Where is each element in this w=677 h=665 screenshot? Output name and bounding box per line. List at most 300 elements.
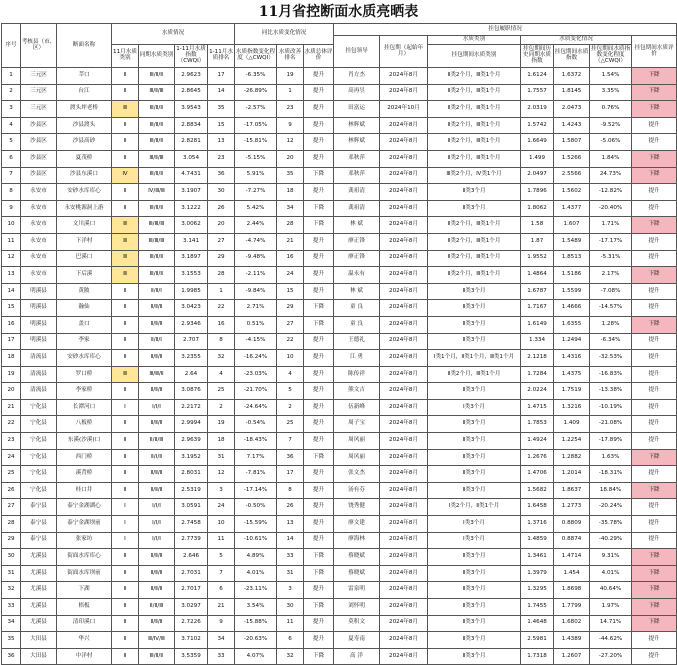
cell-hist-cwqi: 1.4864	[521, 267, 554, 284]
cell-seq: 17	[2, 333, 21, 350]
cell-cwqi-change: -2.11%	[235, 267, 277, 284]
cell-county-eval: 提升	[304, 117, 334, 134]
cell-cwqi: 2.8031	[175, 466, 208, 483]
cell-county: 尤溪县	[21, 582, 57, 599]
cell-period-class: Ⅱ类3个月	[428, 582, 521, 599]
cell-county: 永安市	[21, 233, 57, 250]
cell-cwqi: 3.141	[175, 233, 208, 250]
cell-period-cwqi: 1.5266	[554, 150, 590, 167]
cell-improve-rank: 26	[277, 499, 304, 516]
cell-county-eval: 下降	[304, 316, 334, 333]
group-duty: 挂包履职情况	[334, 24, 677, 36]
cell-section: 张家坊	[57, 532, 112, 549]
group-sub-change: 水质变化情况	[521, 36, 632, 45]
cell-rank: 14	[208, 84, 235, 101]
cell-county: 尤溪县	[21, 599, 57, 616]
cell-period-class: Ⅱ类3个月	[428, 283, 521, 300]
cell-period: 2024年8月	[380, 433, 428, 450]
cell-same-period-class: Ⅱ/Ⅱ/Ⅱ	[139, 416, 175, 433]
cell-period-cwqi: 1.4389	[554, 632, 590, 649]
cell-county-eval: 提升	[304, 250, 334, 267]
cell-period: 2024年8月	[380, 283, 428, 300]
cell-period-change: -35.78%	[590, 516, 632, 533]
cell-improve-rank: 11	[277, 615, 304, 632]
cell-cwqi-change: 4.07%	[235, 648, 277, 665]
cell-period-change: -20.24%	[590, 499, 632, 516]
cell-period-class: Ⅰ类3个月	[428, 532, 521, 549]
cell-period-cwqi: 1.5186	[554, 267, 590, 284]
cell-same-period-class: Ⅱ/Ⅱ/Ⅱ	[139, 466, 175, 483]
table-row	[2, 283, 677, 300]
cell-cwqi: 3.0297	[175, 599, 208, 616]
table-row	[2, 117, 677, 134]
cell-hist-cwqi: 1.7455	[521, 599, 554, 616]
cell-seq: 12	[2, 250, 21, 267]
cell-seq: 25	[2, 466, 21, 483]
table-body	[2, 68, 677, 665]
cell-county-eval: 提升	[304, 267, 334, 284]
cell-leader: 蔡晓斌	[334, 565, 380, 582]
cell-hist-cwqi: 1.7896	[521, 184, 554, 201]
cell-improve-rank: 14	[277, 532, 304, 549]
cell-improve-rank: 33	[277, 549, 304, 566]
cell-hist-cwqi: 1.7167	[521, 300, 554, 317]
cell-section: 下后溪	[57, 267, 112, 284]
cell-seq: 33	[2, 599, 21, 616]
cell-eval: 提升	[632, 632, 677, 649]
cell-period-change: -14.57%	[590, 300, 632, 317]
cell-county: 沙县区	[21, 150, 57, 167]
cell-period-change: -10.19%	[590, 399, 632, 416]
cell-county: 永安市	[21, 217, 57, 234]
cell-period: 2024年8月	[380, 300, 428, 317]
cell-eval: 下降	[632, 316, 677, 333]
cell-nov-class: Ⅱ	[112, 599, 139, 616]
cell-county-eval: 提升	[304, 68, 334, 85]
cell-hist-cwqi: 1.4859	[521, 532, 554, 549]
cell-section: 罗口桥	[57, 366, 112, 383]
cell-period-class: Ⅱ类3个月	[428, 615, 521, 632]
cell-county-eval: 下降	[304, 167, 334, 184]
cell-improve-rank: 23	[277, 101, 304, 118]
cell-eval: 提升	[632, 233, 677, 250]
cell-improve-rank: 29	[277, 300, 304, 317]
cell-cwqi-change: -7.27%	[235, 184, 277, 201]
cell-period-class: Ⅰ类3个月	[428, 516, 521, 533]
cell-seq: 8	[2, 184, 21, 201]
table-row	[2, 350, 677, 367]
cell-eval: 提升	[632, 184, 677, 201]
cell-hist-cwqi: 1.58	[521, 217, 554, 234]
cell-period-change: 24.73%	[590, 167, 632, 184]
cell-nov-class: Ⅰ	[112, 499, 139, 516]
cell-improve-rank: 7	[277, 433, 304, 450]
cell-section: 莘口	[57, 68, 112, 85]
cell-eval: 提升	[632, 300, 677, 317]
cell-improve-rank: 16	[277, 250, 304, 267]
cell-period-change: -32.53%	[590, 350, 632, 367]
cell-cwqi-change: -17.05%	[235, 117, 277, 134]
cell-county: 明溪县	[21, 316, 57, 333]
table-row	[2, 134, 677, 151]
cell-leader: 童 良	[334, 300, 380, 317]
cell-seq: 34	[2, 615, 21, 632]
cell-county-eval: 下降	[304, 217, 334, 234]
cell-cwqi: 3.2355	[175, 350, 208, 367]
cell-nov-class: Ⅰ	[112, 516, 139, 533]
cell-leader: 莫积文	[334, 615, 380, 632]
cell-nov-class: Ⅱ	[112, 466, 139, 483]
cell-leader: 廖正锋	[334, 250, 380, 267]
cell-period-change: -44.62%	[590, 632, 632, 649]
cell-cwqi: 2.7458	[175, 516, 208, 533]
cell-period-change: 18.84%	[590, 482, 632, 499]
cell-rank: 22	[208, 300, 235, 317]
cell-county-eval: 提升	[304, 433, 334, 450]
cell-nov-class: Ⅳ	[112, 167, 139, 184]
cell-same-period-class: Ⅱ/Ⅰ/Ⅱ	[139, 449, 175, 466]
cell-county: 永安市	[21, 200, 57, 217]
cell-period-cwqi: 1.4375	[554, 366, 590, 383]
cell-cwqi-change: -2.57%	[235, 101, 277, 118]
cell-period-cwqi: 1.454	[554, 565, 590, 582]
cell-leader: 雷泉明	[334, 582, 380, 599]
cell-section: 长潭河口	[57, 399, 112, 416]
cell-period-class: Ⅱ类2个月，Ⅲ类1个月	[428, 134, 521, 151]
table-row	[2, 217, 677, 234]
cell-seq: 1	[2, 68, 21, 85]
table-row	[2, 101, 677, 118]
cell-hist-cwqi: 1.4706	[521, 466, 554, 483]
cell-eval: 下降	[632, 101, 677, 118]
cell-county-eval: 提升	[304, 615, 334, 632]
cell-period-change: -5.06%	[590, 134, 632, 151]
cell-nov-class: Ⅱ	[112, 184, 139, 201]
cell-leader: 龚祖清	[334, 184, 380, 201]
cell-eval: 提升	[632, 433, 677, 450]
cell-cwqi-change: 5.42%	[235, 200, 277, 217]
cell-period-cwqi: 1.7519	[554, 383, 590, 400]
cell-county: 泰宁县	[21, 516, 57, 533]
col-period-change: 挂包期间水质指数变化程度（△CWQI）	[590, 45, 632, 68]
cell-hist-cwqi: 1.8062	[521, 200, 554, 217]
cell-eval: 下降	[632, 599, 677, 616]
cell-nov-class: Ⅲ	[112, 267, 139, 284]
cell-same-period-class: Ⅳ/Ⅲ/Ⅲ	[139, 184, 175, 201]
cell-period-change: 4.01%	[590, 565, 632, 582]
cell-seq: 15	[2, 300, 21, 317]
cell-county: 永安市	[21, 184, 57, 201]
cell-period-change: -16.83%	[590, 366, 632, 383]
cell-county-eval: 提升	[304, 632, 334, 649]
cell-seq: 16	[2, 316, 21, 333]
cell-period-class: Ⅱ类3个月	[428, 449, 521, 466]
group-sub-class: 水质类别	[428, 36, 521, 45]
cell-period-class: Ⅱ类3个月	[428, 433, 521, 450]
cell-county: 大田县	[21, 632, 57, 649]
cell-rank: 21	[208, 599, 235, 616]
cell-county: 尤溪县	[21, 549, 57, 566]
table-row	[2, 499, 677, 516]
cell-cwqi-change: -10.61%	[235, 532, 277, 549]
cell-same-period-class: Ⅲ/Ⅱ/Ⅱ	[139, 68, 175, 85]
cell-hist-cwqi: 2.0319	[521, 101, 554, 118]
cell-improve-rank: 32	[277, 648, 304, 665]
cell-rank: 9	[208, 615, 235, 632]
cell-cwqi-change: -15.88%	[235, 615, 277, 632]
cell-county: 大田县	[21, 648, 57, 665]
cell-cwqi: 4.7431	[175, 167, 208, 184]
cell-county: 永安市	[21, 250, 57, 267]
cell-county-eval: 下降	[304, 300, 334, 317]
cell-period-change: -9.52%	[590, 117, 632, 134]
cell-seq: 4	[2, 117, 21, 134]
cell-same-period-class: Ⅲ/Ⅱ/Ⅱ	[139, 200, 175, 217]
cell-period-cwqi: 1.6355	[554, 316, 590, 333]
cell-nov-class: Ⅱ	[112, 632, 139, 649]
cell-rank: 36	[208, 167, 235, 184]
cell-nov-class: Ⅲ	[112, 250, 139, 267]
cell-improve-rank: 18	[277, 184, 304, 201]
cell-cwqi: 2.5319	[175, 482, 208, 499]
cell-period: 2024年10月	[380, 101, 428, 118]
cell-section: 台江	[57, 84, 112, 101]
cell-section: 黄陂	[57, 283, 112, 300]
cell-section: 泰宁金湖坝前	[57, 516, 112, 533]
cell-leader: 刘怀明	[334, 599, 380, 616]
cell-period-cwqi: 1.2254	[554, 433, 590, 450]
cell-period-cwqi: 1.8637	[554, 482, 590, 499]
cell-cwqi-change: -0.50%	[235, 499, 277, 516]
col-section: 断面名称	[57, 24, 112, 68]
cell-period: 2024年8月	[380, 499, 428, 516]
table-row	[2, 333, 677, 350]
cell-period: 2024年8月	[380, 482, 428, 499]
cell-period-cwqi: 1.8513	[554, 250, 590, 267]
cell-period-class: Ⅱ类2个月，Ⅲ类1个月	[428, 233, 521, 250]
cell-cwqi-change: 7.17%	[235, 449, 277, 466]
cell-cwqi: 3.1222	[175, 200, 208, 217]
cell-hist-cwqi: 1.5682	[521, 482, 554, 499]
cell-same-period-class: Ⅲ/Ⅲ/Ⅲ	[139, 217, 175, 234]
cell-period-class: Ⅱ类2个月，Ⅲ类1个月	[428, 217, 521, 234]
cell-county-eval: 下降	[304, 648, 334, 665]
cell-improve-rank: 5	[277, 383, 304, 400]
cell-nov-class: Ⅱ	[112, 150, 139, 167]
cell-eval: 下降	[632, 150, 677, 167]
cell-leader: 高 洋	[334, 648, 380, 665]
table-row	[2, 648, 677, 665]
cell-period: 2024年8月	[380, 68, 428, 85]
cell-leader: 伍新峰	[334, 399, 380, 416]
table-row	[2, 549, 677, 566]
cell-period-change: -40.29%	[590, 532, 632, 549]
cell-nov-class: Ⅲ	[112, 233, 139, 250]
cell-rank: 17	[208, 68, 235, 85]
cell-section: 下湖	[57, 582, 112, 599]
cell-cwqi: 3.7102	[175, 632, 208, 649]
cell-rank: 33	[208, 648, 235, 665]
cell-period: 2024年8月	[380, 350, 428, 367]
cell-improve-rank: 6	[277, 632, 304, 649]
cell-leader: 邓秋萍	[334, 150, 380, 167]
cell-hist-cwqi: 1.6149	[521, 316, 554, 333]
cell-nov-class: Ⅱ	[112, 582, 139, 599]
cell-same-period-class: Ⅱ/Ⅱ/Ⅱ	[139, 565, 175, 582]
cell-nov-class: Ⅱ	[112, 283, 139, 300]
cell-period-change: 0.76%	[590, 101, 632, 118]
cell-rank: 20	[208, 217, 235, 234]
table-row	[2, 167, 677, 184]
cell-seq: 27	[2, 499, 21, 516]
cell-county-eval: 提升	[304, 150, 334, 167]
cell-eval: 下降	[632, 167, 677, 184]
cell-period-cwqi: 1.4714	[554, 549, 590, 566]
cell-county-eval: 提升	[304, 516, 334, 533]
table-row	[2, 615, 677, 632]
table-row	[2, 84, 677, 101]
cell-period-cwqi: 2.5566	[554, 167, 590, 184]
cell-cwqi: 2.9639	[175, 433, 208, 450]
cell-county: 宁化县	[21, 399, 57, 416]
cell-seq: 20	[2, 383, 21, 400]
cell-section: 夏茂桥	[57, 150, 112, 167]
cell-seq: 10	[2, 217, 21, 234]
cell-period-cwqi: 1.6802	[554, 615, 590, 632]
cell-leader: 张文杰	[334, 466, 380, 483]
cell-cwqi: 2.9994	[175, 416, 208, 433]
table-row	[2, 68, 677, 85]
cell-period: 2024年8月	[380, 648, 428, 665]
cell-period: 2024年8月	[380, 217, 428, 234]
cell-seq: 26	[2, 482, 21, 499]
cell-hist-cwqi: 1.6124	[521, 68, 554, 85]
cell-period-class: Ⅱ类3个月	[428, 333, 521, 350]
cell-period-class: Ⅱ类2个月，Ⅲ类1个月	[428, 68, 521, 85]
cell-improve-rank: 24	[277, 267, 304, 284]
cell-seq: 22	[2, 416, 21, 433]
cell-seq: 35	[2, 632, 21, 649]
cell-county-eval: 提升	[304, 283, 334, 300]
cell-period: 2024年8月	[380, 250, 428, 267]
cell-same-period-class: Ⅲ/Ⅳ/Ⅲ	[139, 632, 175, 649]
cell-cwqi: 2.8281	[175, 134, 208, 151]
col-nov-class: 11月水质类别	[112, 45, 139, 68]
cell-section: 沙县高砂	[57, 134, 112, 151]
cell-cwqi: 2.646	[175, 549, 208, 566]
cell-county-eval: 提升	[304, 84, 334, 101]
cell-period: 2024年8月	[380, 167, 428, 184]
table-row	[2, 316, 677, 333]
cell-leader: 蔡晓斌	[334, 549, 380, 566]
cell-period: 2024年8月	[380, 399, 428, 416]
cell-hist-cwqi: 1.6458	[521, 499, 554, 516]
cell-leader: 周子宝	[334, 416, 380, 433]
cell-period: 2024年8月	[380, 532, 428, 549]
table-row	[2, 200, 677, 217]
cell-improve-rank: 21	[277, 233, 304, 250]
col-cwqi-change: 水质指数变化程度（△CWQI）	[235, 45, 277, 68]
cell-leader: 廖海林	[334, 532, 380, 549]
cell-period-cwqi: 1.2607	[554, 648, 590, 665]
cell-improve-rank: 3	[277, 582, 304, 599]
cell-cwqi: 2.7031	[175, 565, 208, 582]
cell-rank: 29	[208, 250, 235, 267]
cell-rank: 34	[208, 632, 235, 649]
cell-period-class: Ⅰ类1个月，Ⅱ类1个月，Ⅲ类1个月	[428, 350, 521, 367]
cell-cwqi: 3.054	[175, 150, 208, 167]
cell-rank: 18	[208, 433, 235, 450]
cell-leader: 周风丽	[334, 449, 380, 466]
cell-period-cwqi: 1.2773	[554, 499, 590, 516]
cell-hist-cwqi: 1.2676	[521, 449, 554, 466]
cell-improve-rank: 31	[277, 565, 304, 582]
cell-section: 安砂水库库心	[57, 350, 112, 367]
cell-county: 明溪县	[21, 283, 57, 300]
cell-cwqi-change: -5.15%	[235, 150, 277, 167]
cell-improve-rank: 20	[277, 150, 304, 167]
cell-county: 三元区	[21, 101, 57, 118]
cell-period-cwqi: 1.607	[554, 217, 590, 234]
cell-seq: 24	[2, 449, 21, 466]
cell-hist-cwqi: 1.3461	[521, 549, 554, 566]
cell-leader: 林 斌	[334, 217, 380, 234]
cell-improve-rank: 9	[277, 117, 304, 134]
cell-rank: 16	[208, 316, 235, 333]
cell-county: 尤溪县	[21, 565, 57, 582]
cell-period-class: Ⅱ类3个月	[428, 466, 521, 483]
cell-period-cwqi: 0.8809	[554, 516, 590, 533]
cell-period-cwqi: 1.5602	[554, 184, 590, 201]
cell-cwqi: 2.7017	[175, 582, 208, 599]
cell-section: 永安桃源洞上游	[57, 200, 112, 217]
cell-county-eval: 提升	[304, 233, 334, 250]
cell-nov-class: Ⅱ	[112, 383, 139, 400]
cell-seq: 3	[2, 101, 21, 118]
cell-same-period-class: Ⅲ/Ⅱ/Ⅱ	[139, 167, 175, 184]
cell-county: 明溪县	[21, 333, 57, 350]
cell-county-eval: 下降	[304, 599, 334, 616]
cell-leader: 龚祖清	[334, 200, 380, 217]
cell-leader: 陈传祥	[334, 366, 380, 383]
table-header	[2, 24, 677, 68]
cell-period-class: Ⅱ类3个月	[428, 549, 521, 566]
cell-cwqi-change: -4.15%	[235, 333, 277, 350]
cell-county: 沙县区	[21, 117, 57, 134]
table-row	[2, 632, 677, 649]
cell-seq: 23	[2, 433, 21, 450]
cell-rank: 27	[208, 233, 235, 250]
cell-rank: 6	[208, 582, 235, 599]
cell-eval: 下降	[632, 84, 677, 101]
cell-period-change: -27.20%	[590, 648, 632, 665]
cell-period-class: Ⅰ类2个月，Ⅱ类1个月	[428, 499, 521, 516]
cell-same-period-class: Ⅲ/Ⅱ/Ⅱ	[139, 267, 175, 284]
cell-cwqi: 3.5359	[175, 648, 208, 665]
table-row	[2, 516, 677, 533]
table-row	[2, 250, 677, 267]
cell-rank: 31	[208, 449, 235, 466]
cell-eval: 提升	[632, 399, 677, 416]
cell-leader: 林辉斌	[334, 134, 380, 151]
cell-county-eval: 提升	[304, 333, 334, 350]
cell-seq: 30	[2, 549, 21, 566]
cell-leader: 林辉斌	[334, 117, 380, 134]
cell-rank: 28	[208, 267, 235, 284]
cell-county-eval: 提升	[304, 399, 334, 416]
cell-eval: 提升	[632, 648, 677, 665]
cell-period: 2024年8月	[380, 316, 428, 333]
